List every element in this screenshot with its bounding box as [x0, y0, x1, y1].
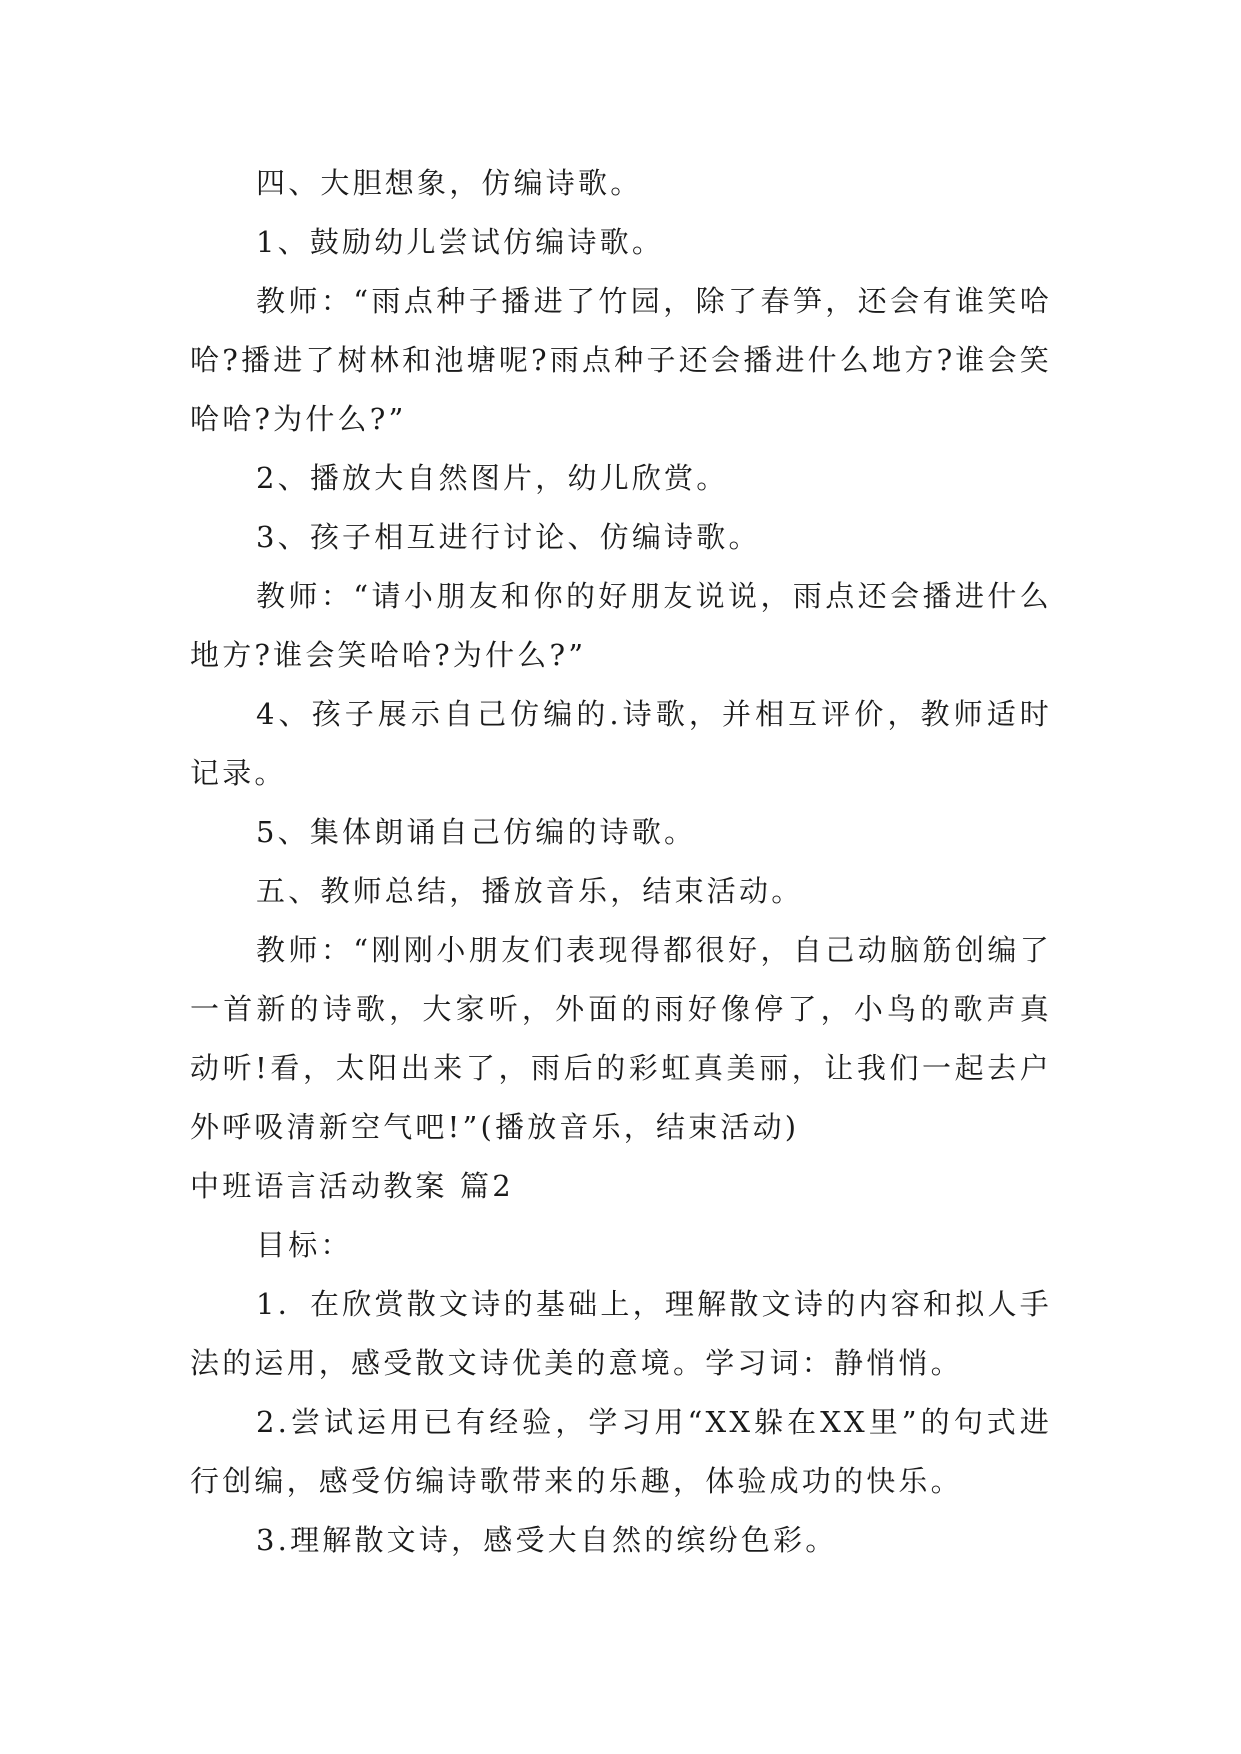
- paragraph: 2、播放大自然图片，幼儿欣赏。: [256, 461, 729, 495]
- paragraph: 四、大胆想象，仿编诗歌。: [256, 166, 643, 200]
- paragraph: 1、鼓励幼儿尝试仿编诗歌。: [256, 225, 665, 259]
- paragraph: 教师：“雨点种子播进了竹园，除了春笋，还会有谁笑哈哈?播进了树林和池塘呢?雨点种子还会播进什么地方?谁会笑哈哈?为什么?”: [190, 284, 1052, 436]
- paragraph: 5、集体朗诵自己仿编的诗歌。: [256, 815, 697, 849]
- paragraph: 教师：“请小朋友和你的好朋友说说，雨点还会播进什么地方?谁会笑哈哈?为什么?”: [190, 579, 1052, 672]
- section-heading: 中班语言活动教案 篇2: [190, 1169, 514, 1203]
- paragraph: 3、孩子相互进行讨论、仿编诗歌。: [256, 520, 761, 554]
- paragraph: 3.理解散文诗，感受大自然的缤纷色彩。: [256, 1523, 838, 1557]
- paragraph: 1．在欣赏散文诗的基础上，理解散文诗的内容和拟人手法的运用，感受散文诗优美的意境。学习词：静悄悄。: [190, 1287, 1052, 1380]
- document-page: [190, 154, 1052, 1570]
- paragraph: 2.尝试运用已有经验，学习用“XX躲在XX里”的句式进行创编，感受仿编诗歌带来的乐趣，体验成功的快乐。: [190, 1405, 1052, 1498]
- paragraph: 教师：“刚刚小朋友们表现得都很好，自己动脑筋创编了一首新的诗歌，大家听，外面的雨好像停了，小鸟的歌声真动听!看，太阳出来了，雨后的彩虹真美丽，让我们一起去户外呼吸清新空气吧!”(播放音乐，结束活动): [190, 933, 1052, 1144]
- paragraph: 五、教师总结，播放音乐，结束活动。: [256, 874, 804, 908]
- paragraph: 目标：: [256, 1228, 353, 1262]
- paragraph: 4、孩子展示自己仿编的.诗歌，并相互评价，教师适时记录。: [190, 697, 1052, 790]
